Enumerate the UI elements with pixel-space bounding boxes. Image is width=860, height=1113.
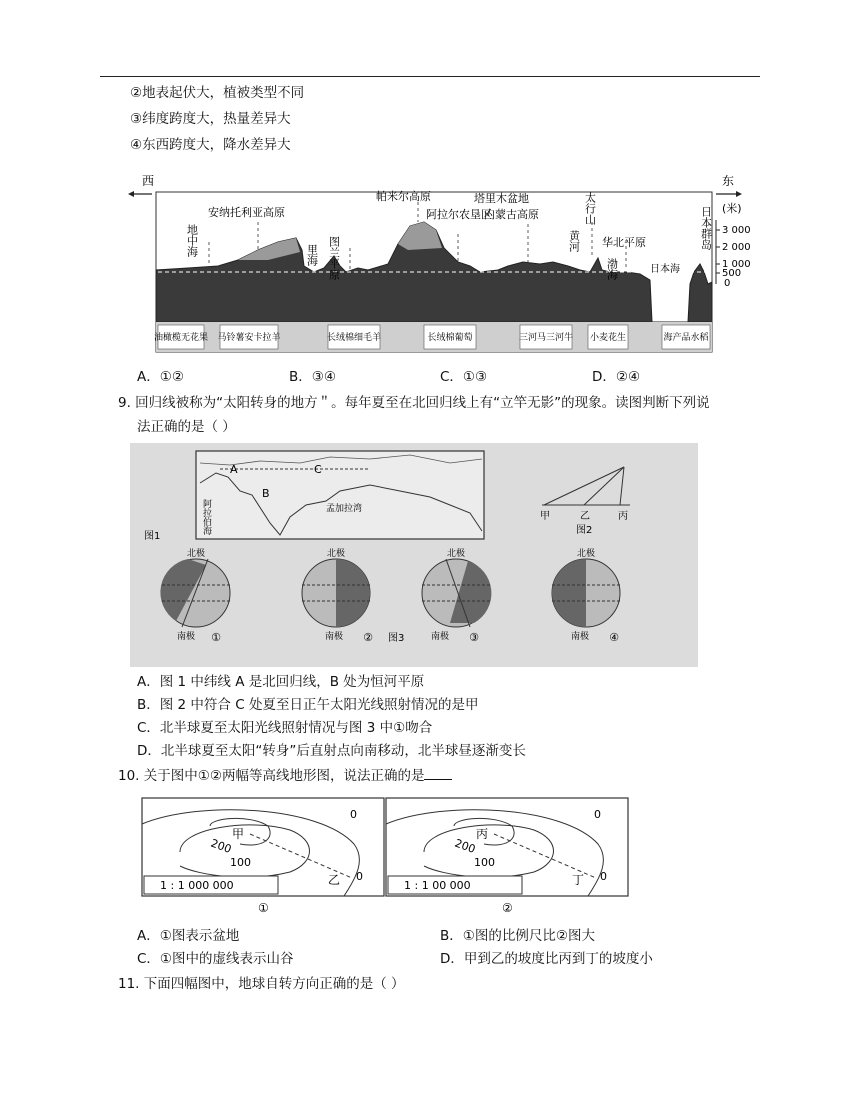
product-4: 长绒棉葡萄 (427, 333, 473, 343)
q8-option-d[interactable]: D．②④ (592, 369, 641, 385)
map1-point-jia: 甲 (232, 827, 245, 841)
product-2: 马铃薯安卡拉羊 (217, 333, 281, 343)
label-bohai: 渤海 (605, 258, 619, 280)
q8-option-b[interactable]: B．③④ (289, 369, 336, 385)
east-label: 东 (722, 174, 735, 188)
globe-4 (552, 559, 620, 627)
fig3-label: 图3 (388, 633, 405, 644)
map2-point-bing: 丙 (476, 827, 489, 841)
globe-3 (422, 559, 491, 627)
q10-stem: 10. 关于图中①②两幅等高线地形图，说法正确的是 (118, 767, 452, 785)
label-japan-islands: 日本群岛 (699, 206, 713, 250)
map-label-b: B (262, 487, 270, 500)
q10-option-b[interactable]: B．①图的比例尺比②图大 (440, 928, 595, 944)
label-inner-mongolia: 内蒙古高原 (484, 208, 539, 221)
label-turan: 图兰平原 (327, 236, 341, 280)
label-yellow-river: 黄河 (567, 230, 581, 252)
globe4-north: 北极 (576, 549, 596, 559)
tick-3000: 3 000 (722, 225, 751, 236)
map1-contour-100: 100 (230, 856, 251, 869)
tick-2000: 2 000 (722, 242, 751, 253)
q11-stem: 11. 下面四幅图中，地球自转方向正确的是（ ） (118, 976, 405, 992)
map-label-arabian-sea: 阿拉伯海 (201, 499, 211, 535)
label-pamir: 帕米尔高原 (376, 190, 431, 203)
product-6: 小麦花生 (589, 333, 627, 343)
statement-2: ②地表起伏大，植被类型不同 (130, 85, 305, 101)
map2-contour-100: 100 (474, 856, 495, 869)
q9-option-a[interactable]: A．图 1 中纬线 A 是北回归线，B 处为恒河平原 (137, 674, 425, 690)
answer-blank[interactable] (424, 767, 452, 780)
globe3-south: 南极 (430, 632, 450, 642)
fig1-label: 图1 (144, 531, 161, 542)
statement-3: ③纬度跨度大，热量差异大 (130, 111, 291, 127)
globe1-num: ① (211, 631, 221, 644)
fig2-label: 图2 (576, 525, 593, 536)
q10-figure (140, 796, 632, 924)
q8-option-c[interactable]: C．①③ (440, 369, 488, 385)
label-taihang: 太行山 (583, 192, 597, 225)
fig2-label-bing: 丙 (618, 511, 628, 522)
label-tarim: 塔里木盆地 (474, 192, 529, 205)
globe2-num: ② (363, 631, 373, 644)
map2-contour-0a: 0 (594, 808, 601, 821)
q9-option-b[interactable]: B．图 2 中符合 C 处夏至日正午太阳光线照射情况的是甲 (137, 697, 479, 713)
map2-contour-200: 200 (452, 836, 478, 857)
statement-4: ④东西跨度大，降水差异大 (130, 137, 291, 153)
map-label-bay-of-bengal: 孟加拉湾 (326, 504, 363, 514)
map1-point-yi: 乙 (328, 873, 341, 887)
tick-500: 500 (722, 268, 742, 279)
globe3-num: ③ (469, 631, 479, 644)
q10-option-d[interactable]: D．甲到乙的坡度比丙到丁的坡度小 (440, 951, 653, 967)
fig2-label-yi: 乙 (580, 511, 590, 522)
globe2-north: 北极 (326, 549, 346, 559)
map-label-a: A (230, 463, 238, 476)
map-label-c: C (314, 463, 322, 476)
product-3: 长绒棉细毛羊 (326, 333, 382, 343)
map1-scale: 1 : 1 000 000 (160, 879, 234, 892)
tick-1000: 1 000 (722, 259, 751, 270)
q8-option-a[interactable]: A．①② (137, 369, 184, 385)
globe3-north: 北极 (446, 549, 466, 559)
label-anatolia: 安纳托利亚高原 (208, 206, 285, 219)
q9-option-c[interactable]: C．北半球夏至太阳光线照射情况与图 3 中①吻合 (137, 720, 433, 736)
q9-figure (130, 443, 698, 671)
label-mediterranean: 地中海 (185, 224, 199, 257)
west-label: 西 (142, 174, 155, 188)
q9-option-d[interactable]: D．北半球夏至太阳“转身”后直射点向南移动，北半球昼逐渐变长 (137, 743, 526, 759)
q10-option-a[interactable]: A．①图表示盆地 (137, 928, 240, 944)
unit-label: (米) (722, 202, 742, 215)
globe1-south: 南极 (176, 632, 196, 642)
product-1: 油橄榄无花果 (153, 333, 209, 343)
label-aral: 阿拉尔农垦区 (426, 208, 492, 221)
map1-number: ① (258, 901, 269, 915)
map2-point-ding: 丁 (572, 873, 585, 887)
map2-contour-0b: 0 (600, 870, 607, 883)
terrain-profile-figure (128, 172, 768, 360)
map1-contour-200: 200 (208, 836, 234, 857)
map1-contour-0a: 0 (350, 808, 357, 821)
globe-2 (302, 559, 370, 627)
globe2-south: 南极 (324, 632, 344, 642)
header-rule (100, 76, 760, 77)
map2-scale: 1 : 1 00 000 (404, 879, 471, 892)
q9-stem-line1: 9. 回归线被称为“太阳转身的地方＂。每年夏至在北回归线上有“立竿无影”的现象。读图判断下列说 (118, 395, 710, 411)
q9-stem-line2: 法正确的是（ ） (137, 419, 236, 435)
product-7: 海产品水稻 (663, 333, 709, 343)
globe1-north: 北极 (186, 549, 206, 559)
product-5: 三河马三河牛 (518, 333, 574, 343)
label-japan-sea: 日本海 (650, 264, 680, 275)
map1-contour-0b: 0 (356, 870, 363, 883)
globe-1 (160, 559, 230, 627)
q10-option-c[interactable]: C．①图中的虚线表示山谷 (137, 951, 294, 967)
label-north-china: 华北平原 (602, 236, 646, 249)
label-caspian: 里海 (305, 244, 319, 266)
globe4-south: 南极 (570, 632, 590, 642)
fig2-label-jia: 甲 (540, 511, 550, 522)
map2-number: ② (502, 901, 513, 915)
globe4-num: ④ (609, 631, 619, 644)
tick-0: 0 (724, 278, 731, 289)
